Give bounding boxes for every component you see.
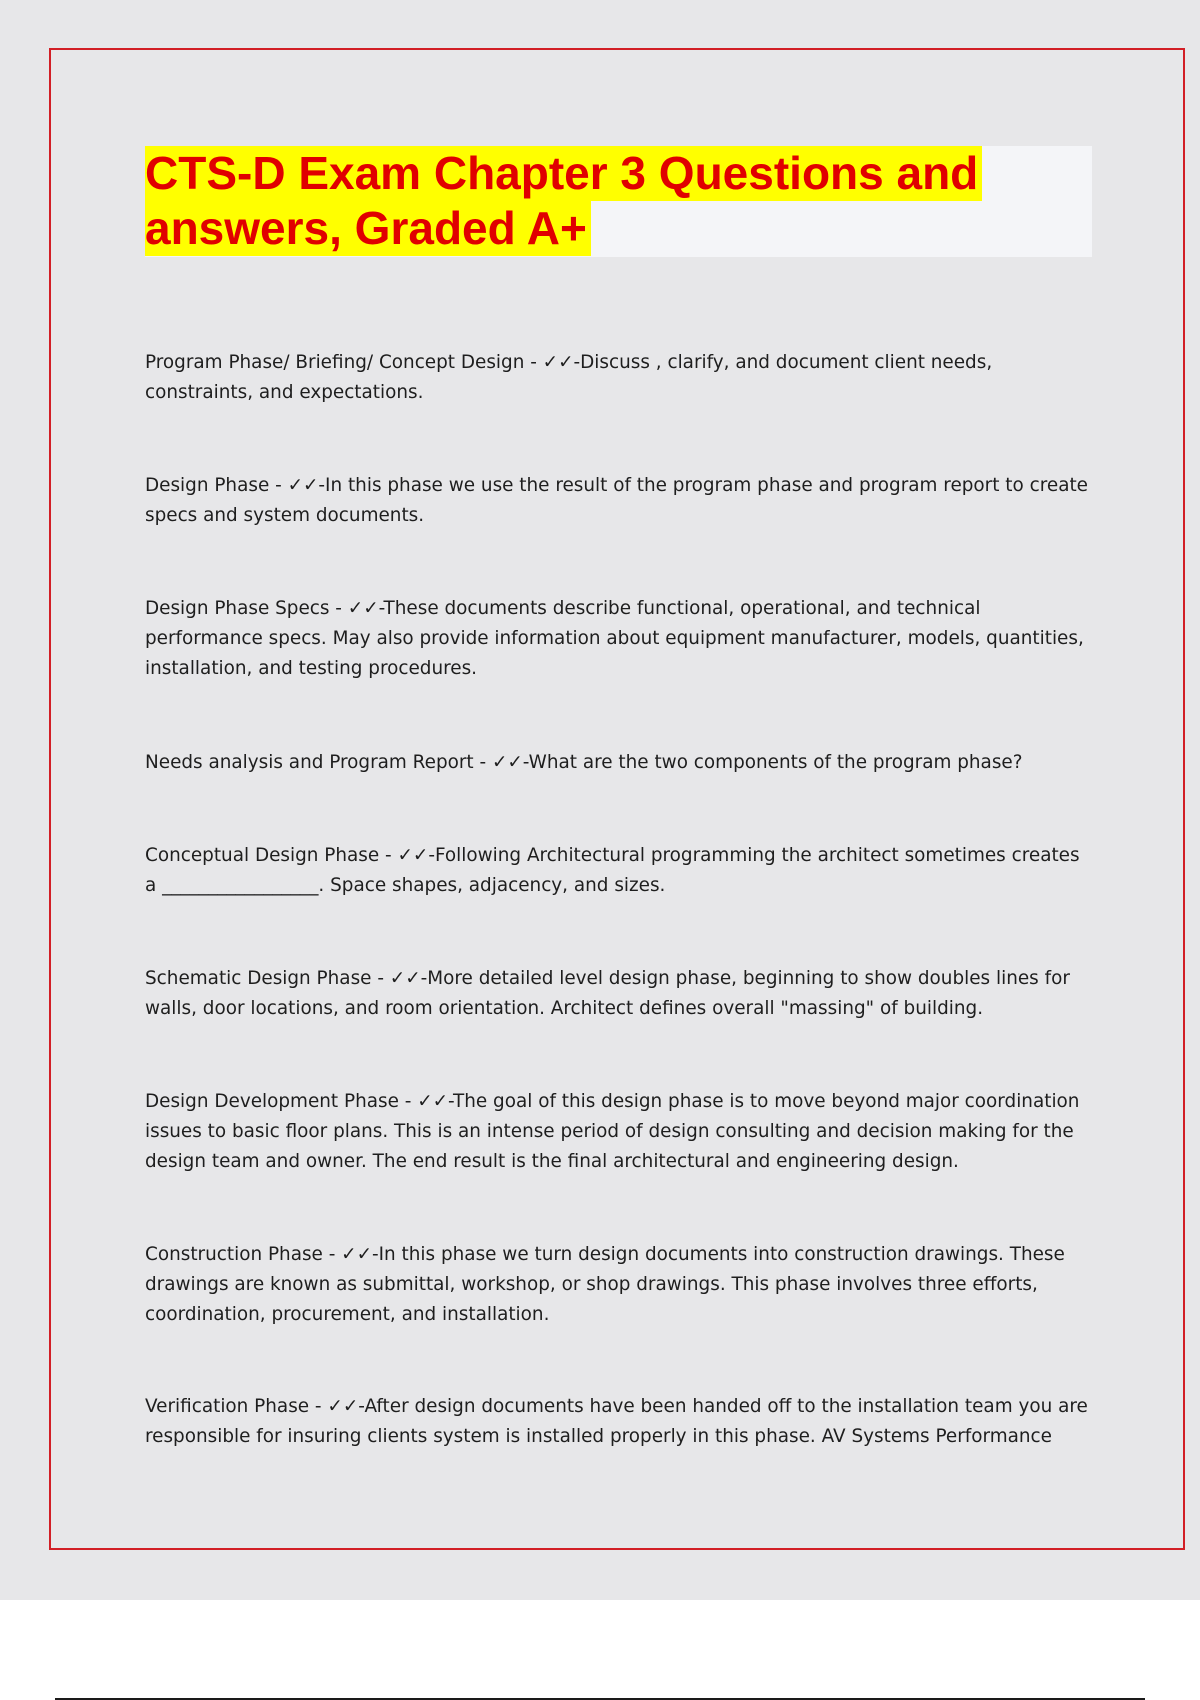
qa-entry-text: Needs analysis and Program Report - ✓✓-What are the two components of the program phase? [145,752,1023,773]
qa-entry-text: Design Phase - ✓✓-In this phase we use the result of the program phase and program report to create specs and system documents. [145,475,1094,526]
qa-entry-text: Design Phase Specs - ✓✓-These documents describe functional, operational, and technical performance specs. May also provide information about equipment manufacturer, models, quantities, installation, and testing procedures. [145,598,1090,679]
qa-entry [145,1240,1095,1330]
qa-entry [145,748,1095,778]
qa-entry-text: Verification Phase - ✓✓-After design documents have been handed off to the installation team you are responsible for insuring clients system is installed properly in this phase. AV Systems Performance [145,1396,1094,1447]
qa-entry [145,1087,1095,1177]
qa-entry-text: Conceptual Design Phase - ✓✓-Following Architectural programming the architect sometimes creates a _________________. Space shapes, adjacency, and sizes. [145,845,1086,896]
qa-entry [145,594,1095,684]
qa-entry-text: Construction Phase - ✓✓-In this phase we turn design documents into construction drawings. These drawings are known as submittal, workshop, or shop drawings. This phase involves three efforts, coordination, procurement, and installation. [145,1244,1071,1325]
document-title [145,146,1092,257]
qa-entry [145,471,1095,531]
qa-entry [145,1392,1095,1452]
qa-entry [145,841,1095,901]
qa-entry [145,964,1095,1024]
title-line-2: answers, Graded A+ [145,201,591,256]
qa-entry-text: Program Phase/ Briefing/ Concept Design - ✓✓-Discuss , clarify, and document client needs, constraints, and expectations. [145,352,999,403]
qa-entry-text: Schematic Design Phase - ✓✓-More detailed level design phase, beginning to show doubles lines for walls, door locations, and room orientation. Architect defines overall "massing" of building. [145,968,1076,1019]
title-line-1: CTS-D Exam Chapter 3 Questions and [145,146,982,201]
qa-entry [145,348,1095,408]
qa-entry-text: Design Development Phase - ✓✓-The goal of this design phase is to move beyond major coordination issues to basic floor plans. This is an intense period of design consulting and decision making for the design team and owner. The end result is the final architectural and engineering design. [145,1091,1086,1172]
